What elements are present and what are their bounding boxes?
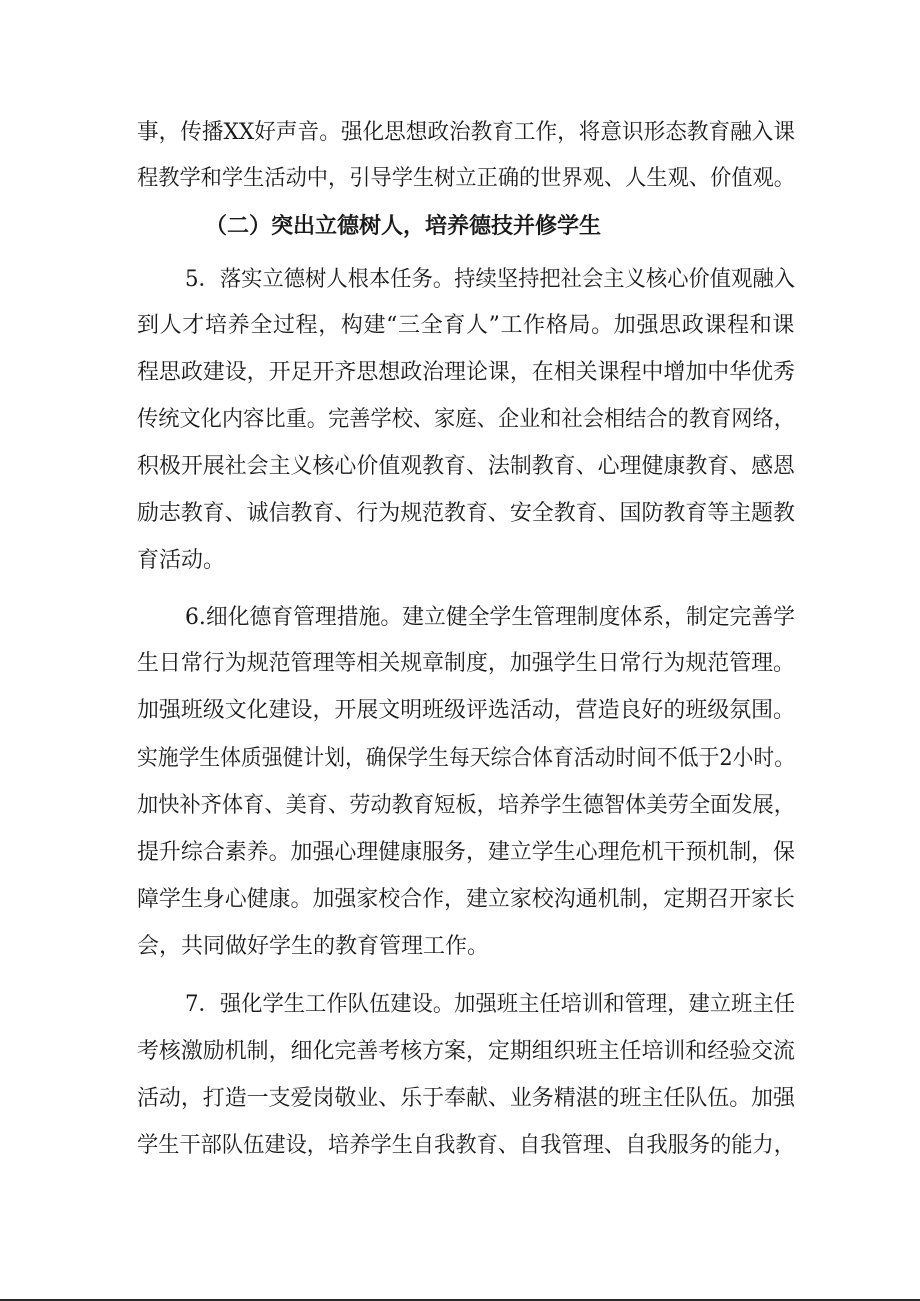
text-line: 6.细化德育管理措施。建立健全学生管理制度体系，制定完善学 (185, 605, 795, 630)
text-line: 加快补齐体育、美育、劳动教育短板，培养学生德智体美劳全面发展， (137, 793, 795, 818)
text-line: 实施学生体质强健计划，确保学生每天综合体育活动时间不低于2小时。 (137, 746, 795, 771)
text-line: 传统文化内容比重。完善学校、家庭、企业和社会相结合的教育网络， (137, 407, 795, 432)
text-line: 考核激励机制，细化完善考核方案，定期组织班主任培训和经验交流 (137, 1039, 795, 1064)
text-line: 活动，打造一支爱岗敬业、乐于奉献、业务精湛的班主任队伍。加强 (137, 1086, 795, 1111)
text-line: 会，共同做好学生的教育管理工作。 (137, 934, 490, 959)
text-line: 积极开展社会主义核心价值观教育、法制教育、心理健康教育、感恩 (137, 454, 795, 479)
text-line: 育活动。 (137, 548, 226, 573)
text-line: 事，传播XX好声音。强化思想政治教育工作，将意识形态教育融入课 (137, 120, 795, 145)
text-line: 加强班级文化建设，开展文明班级评选活动，营造良好的班级氛围。 (137, 698, 795, 723)
text-line: 生日常行为规范管理等相关规章制度，加强学生日常行为规范管理。 (137, 651, 795, 676)
text-line: 7．强化学生工作队伍建设。加强班主任培训和管理，建立班主任 (185, 992, 795, 1017)
text-line: 到人才培养全过程，构建“三全育人”工作格局。加强思政课程和课 (137, 313, 795, 338)
text-line: 5．落实立德树人根本任务。持续坚持把社会主义核心价值观融入 (185, 267, 795, 292)
text-line: 程教学和学生活动中，引导学生树立正确的世界观、人生观、价值观。 (137, 166, 795, 191)
text-line: 励志教育、诚信教育、行为规范教育、安全教育、国防教育等主题教 (137, 501, 795, 526)
text-line: 程思政建设，开足开齐思想政治理论课，在相关课程中增加中华优秀 (137, 360, 795, 385)
section-heading: （二）突出立德树人，培养德技并修学生 (205, 213, 602, 239)
text-line: 提升综合素养。加强心理健康服务，建立学生心理危机干预机制，保 (137, 840, 795, 865)
text-line: 障学生身心健康。加强家校合作，建立家校沟通机制，定期召开家长 (137, 887, 795, 912)
text-line: 学生干部队伍建设，培养学生自我教育、自我管理、自我服务的能力， (137, 1133, 795, 1158)
